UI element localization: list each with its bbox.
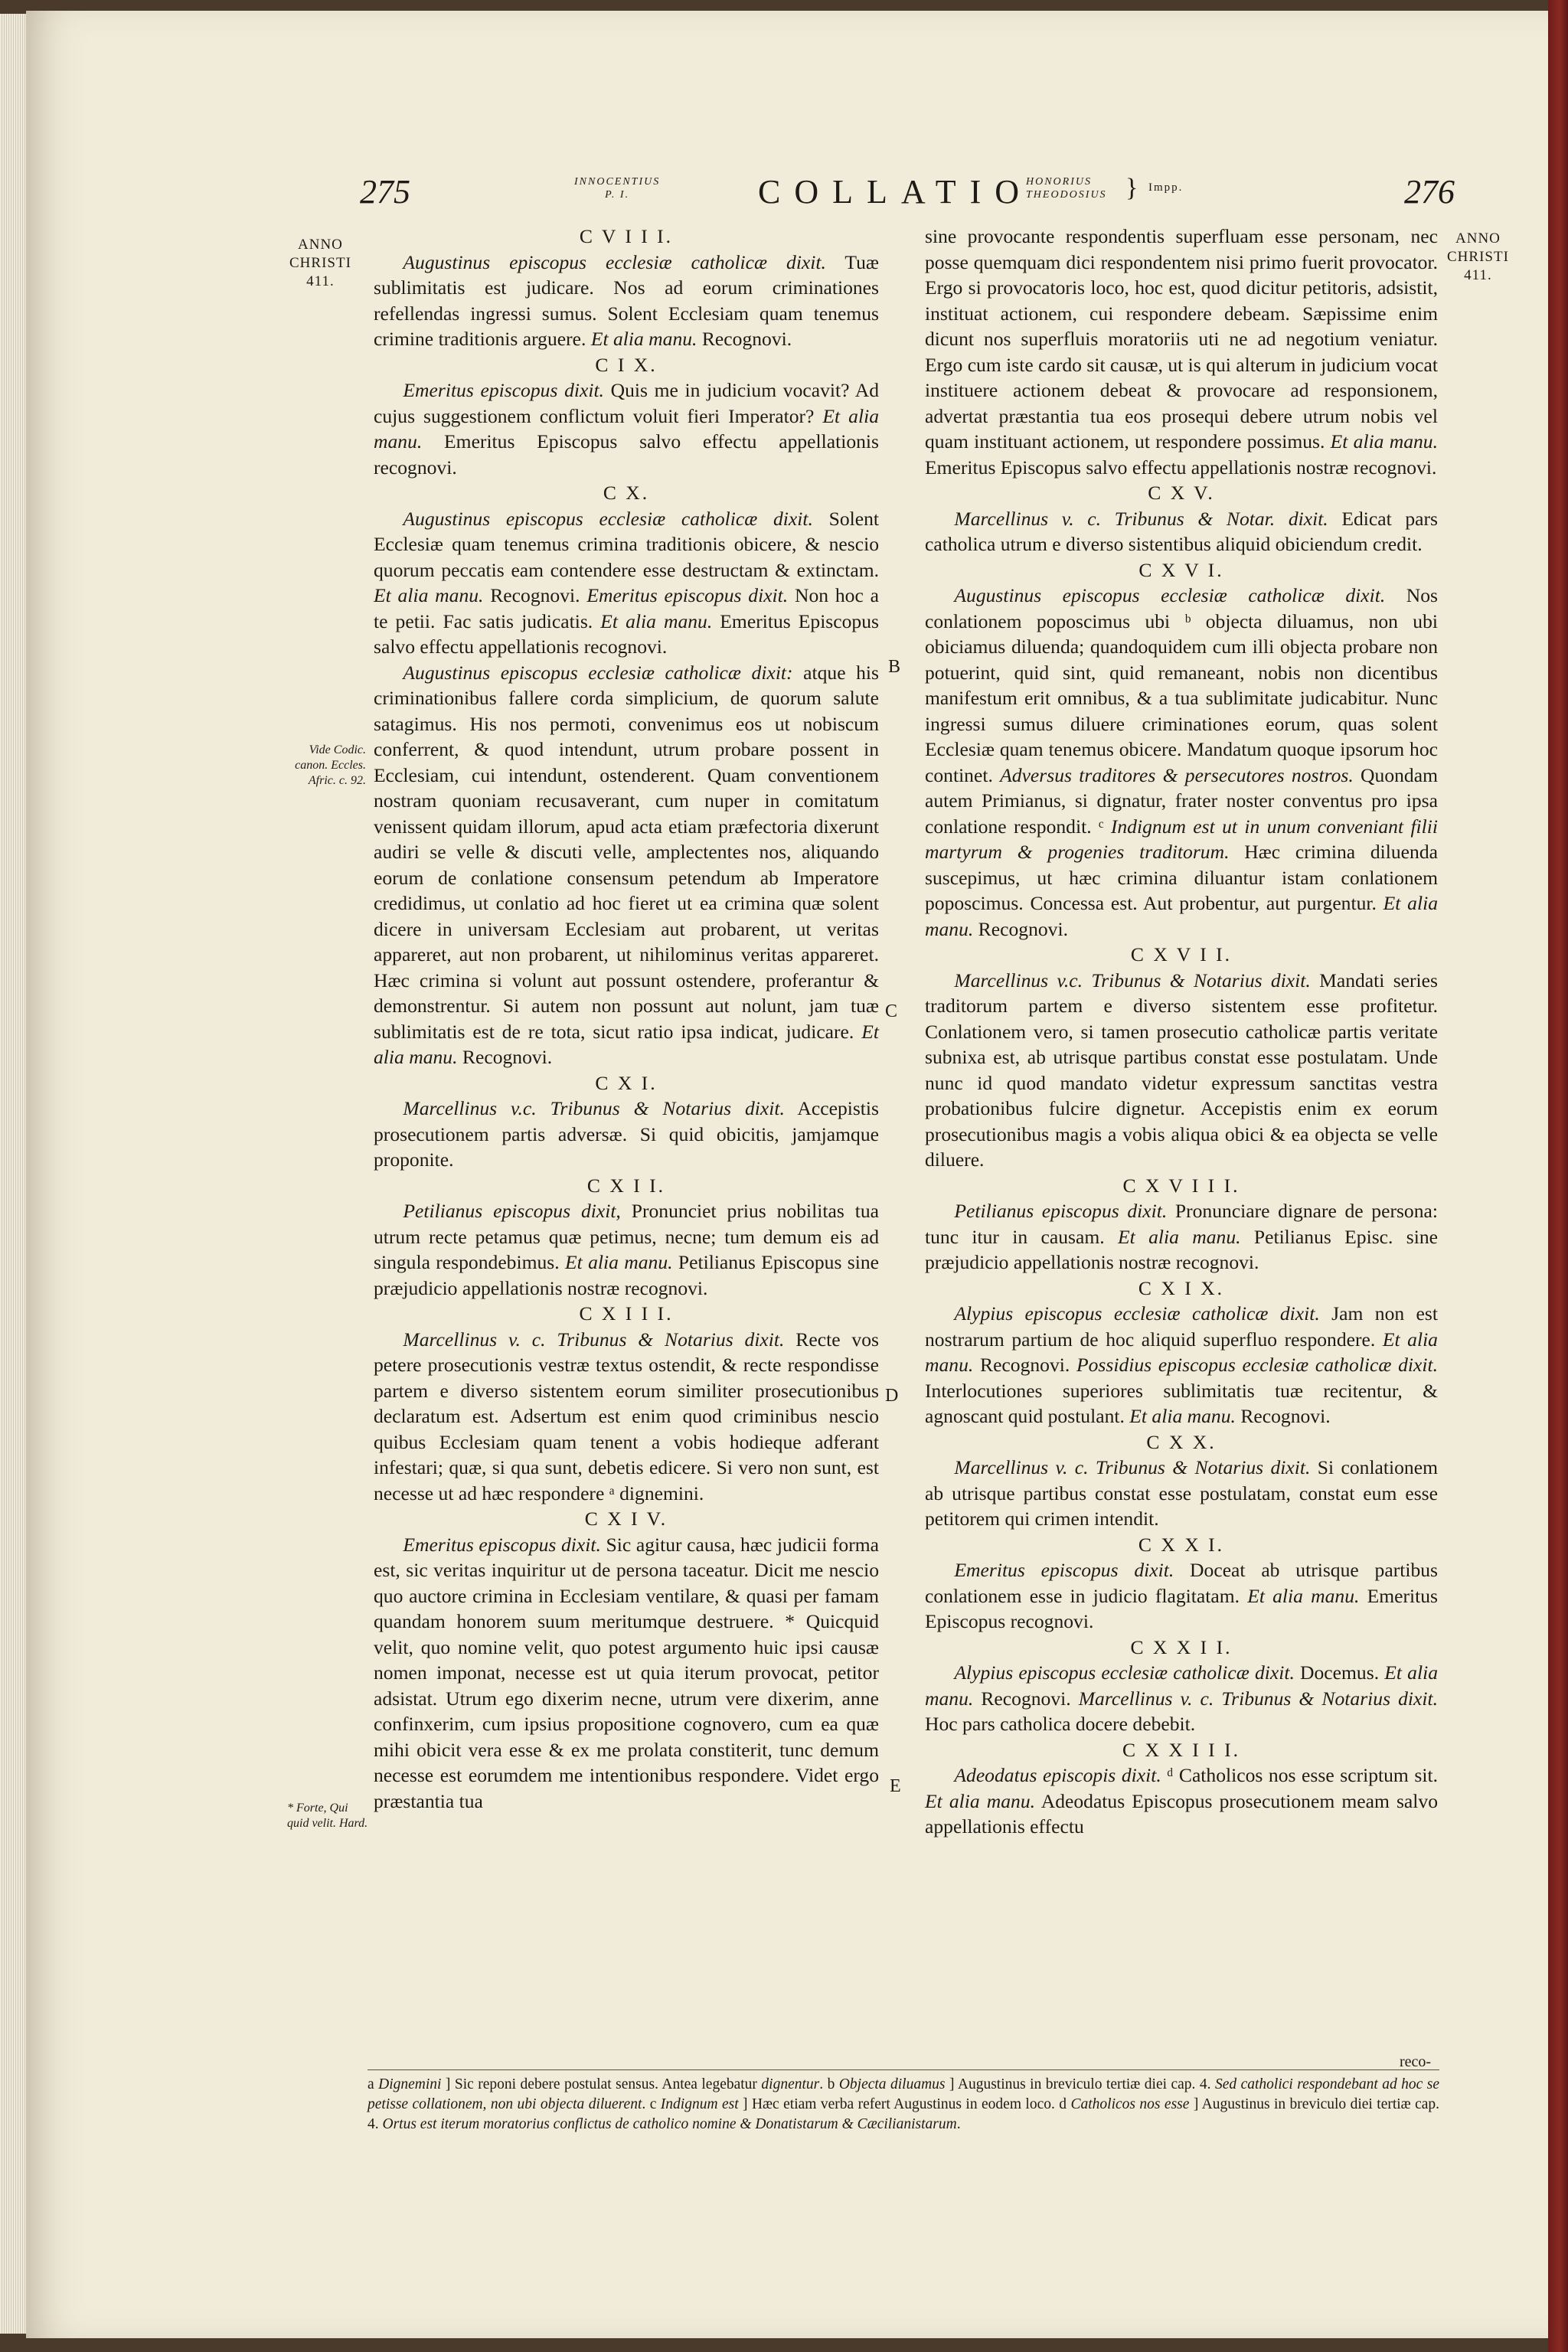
- text: ᵈ Catholicos nos esse scriptum sit.: [1161, 1764, 1438, 1786]
- speaker: Augustinus episcopus ecclesiæ catholicæ dixit.: [954, 584, 1386, 606]
- section-number: C V I I I.: [579, 225, 674, 247]
- brace-glyph: }: [1125, 174, 1138, 202]
- anno-label: ANNO: [1455, 230, 1501, 247]
- speaker: Augustinus episcopus ecclesiæ catholicæ dixit:: [403, 661, 793, 684]
- section-number: C I X.: [595, 353, 658, 376]
- text: Si conlationem ab utrisque partibus constat esse postulatam, constat eum esse petitorem qui crimen intendit.: [925, 1456, 1438, 1530]
- running-head-emperors: [1026, 175, 1107, 201]
- paragraph: [925, 1455, 1438, 1532]
- text: Doceat ab utrisque partibus conlationem esse in judicio flagitatam.: [925, 1559, 1438, 1607]
- alia-manu: Et alia manu.: [1129, 1405, 1236, 1427]
- quotation: Adversus traditores & persecutores nostros.: [1000, 763, 1354, 786]
- margin-year-left: [289, 236, 351, 291]
- text: Accepistis prosecutionem partis adversæ. Si quid obicitis, jamjamque proponite.: [374, 1097, 879, 1171]
- section-number: C X X I I.: [1130, 1635, 1233, 1658]
- footnotes: [368, 2075, 1439, 2135]
- text: Mandati series traditorum partem e diverso sistentem esse profitetur. Conlationem vero, si tamen prosecutio catholicæ partis veritate subnixa est, ab utrisque partibus constat esse postulatam. Unde nunc id quod mandato videtur expressum sanctitas vestra probationibus fulcire dignetur. Accepistis enim ex eorum prosecutionibus magis a vobis aliqua obici & ea objecta se velle diluere.: [925, 969, 1438, 1171]
- section-number: C X I V.: [584, 1508, 668, 1530]
- alia-manu: Et alia manu.: [1247, 1584, 1360, 1607]
- running-head-title: COLLATIO: [758, 173, 1034, 211]
- alia-manu: Et alia manu.: [925, 892, 1438, 940]
- paragraph: [925, 224, 1438, 480]
- christi-label: CHRISTI: [289, 255, 351, 271]
- text: Adeodatus Episcopus prosecutionem meam salvo appellationis effectu: [925, 1789, 1438, 1838]
- text: Nos conlationem poposcimus ubi ᵇ objecta diluamus, non ubi obiciamus diluenda; quandoquidem cum illi objecta probare non potuerint, quid sint, quid remaneant, nobis non dicentibus manifestum erit omnibus, & a tua sublimitate judicabitur. Nunc ingressi sumus diluere criminationes eorum, quas solent Ecclesiæ quam tenemus obicere. Mandatum quoque ipsorum hoc continet.: [925, 584, 1439, 786]
- text: Petilianus Episc. sine præjudicio appellationis nostræ recognovi.: [925, 1225, 1438, 1273]
- speaker: Marcellinus v.c. Tribunus & Notarius dixit.: [403, 1097, 785, 1119]
- section-number: C X.: [603, 482, 650, 504]
- text: Hæc crimina diluenda suscepimus, ut hæc crimina diluantur istam conlationem poposcimus. Concessa est. Aut probentur, aut purgentur.: [925, 841, 1438, 914]
- text: Quis me in judicium vocavit? Ad cujus suggestionem conflictum voluit fieri Imperator?: [374, 379, 879, 427]
- christi-label: CHRISTI: [1447, 249, 1509, 265]
- section-number: C X X I.: [1138, 1533, 1225, 1556]
- section-letter-e: E: [890, 1776, 901, 1796]
- pope-number: P. I.: [605, 189, 630, 201]
- section-number: C X I I I.: [579, 1302, 674, 1325]
- right-column: [925, 224, 1438, 1840]
- text: Recognovi.: [1235, 1405, 1331, 1427]
- section-letter-d: D: [885, 1386, 899, 1406]
- speaker: Emeritus episcopus dixit.: [403, 1533, 601, 1556]
- text: Recognovi.: [697, 328, 792, 350]
- footnote-rule: [368, 2069, 1439, 2070]
- footnote-quote: Ortus est iterum moratorius conflictus de catholico nomine & Donatistarum & Cæcilianistarum: [382, 2116, 957, 2132]
- paragraph: [374, 1532, 879, 1815]
- speaker: Emeritus episcopus dixit.: [403, 379, 604, 401]
- alia-manu: Et alia manu.: [925, 1789, 1036, 1812]
- text: Recte vos petere prosecutionis vestræ textus ostendit, & recte respondisse partem e diverso sistentem eorum similiter prosecutionibus declaratum est. Adsertum est enim quod criminibus nescio quibus Ecclesiam quam tenent a vobis hodieque adferant infestari; quæ, si qua sunt, debetis edicere. Si vero non sunt, est necesse ut ad hæc respondere ᵃ dignemini.: [374, 1328, 879, 1504]
- text: Emeritus Episcopus recognovi.: [925, 1584, 1438, 1632]
- footnote-text: ] Sic reponi debere postulat sensus. Antea legebatur: [441, 2076, 762, 2092]
- alia-manu: Et alia manu.: [590, 328, 697, 350]
- text: Non hoc a te petii. Fac satis judicatis.: [374, 584, 879, 632]
- running-head: [360, 172, 1455, 218]
- section-number: C X I.: [595, 1071, 658, 1094]
- catchword: reco-: [1400, 2053, 1432, 2070]
- section-number: C X I X.: [1138, 1276, 1225, 1299]
- text: Hoc pars catholica docere debebit.: [925, 1713, 1196, 1735]
- paragraph: [374, 250, 879, 352]
- footnote-text: .: [819, 2076, 828, 2092]
- text: Recognovi.: [457, 1046, 553, 1068]
- margin-note-vide: Vide Codic. canon. Eccles. Afric. c. 92.: [295, 743, 366, 787]
- paragraph: [925, 1660, 1438, 1737]
- text: Docemus.: [1294, 1661, 1385, 1684]
- paragraph: [374, 1096, 879, 1173]
- paragraph: [374, 377, 879, 480]
- section-number: C X I I.: [586, 1174, 666, 1197]
- text: Interlocutiones superiores sublimitatis tuæ recitentur, & agnoscant quid postulant.: [925, 1379, 1438, 1427]
- text: Jam non est nostrarum partium de hoc aliquid superfluo respondere.: [925, 1302, 1438, 1351]
- section-letter-b: B: [888, 657, 901, 677]
- paragraph: [925, 583, 1438, 942]
- emperor-name-2: THEODOSIUS: [1026, 189, 1107, 201]
- footnote-quote: Sed catholici respondebant ad hoc se petisse collationem, non ubi objecta diluerent: [368, 2076, 1440, 2112]
- footnote-text: ] Augustinus in breviculo tertiæ diei cap. 4.: [945, 2076, 1215, 2092]
- margin-year-right: [1447, 230, 1509, 285]
- anno-label: ANNO: [298, 237, 343, 253]
- footnote-lemma: Objecta diluamus: [838, 2076, 946, 2092]
- paragraph: [374, 660, 879, 1070]
- speaker: Emeritus episcopus dixit.: [586, 584, 789, 606]
- paragraph: [374, 1327, 879, 1507]
- paragraph: [925, 968, 1438, 1173]
- text: Recognovi.: [483, 584, 587, 606]
- section-letter-c: C: [885, 1001, 898, 1021]
- speaker: Emeritus episcopus dixit.: [954, 1559, 1174, 1581]
- emperor-name-1: HONORIUS: [1026, 176, 1092, 188]
- speaker: Marcellinus v. c. Tribunus & Notarius dixit.: [954, 1456, 1311, 1478]
- speaker: Petilianus episcopus dixit.: [954, 1200, 1168, 1222]
- text: Emeritus Episcopus salvo effectu appellationis recognovi.: [374, 609, 879, 658]
- speaker: Possidius episcopus ecclesiæ catholicæ dixit.: [1076, 1354, 1438, 1376]
- alia-manu: Et alia manu.: [565, 1251, 673, 1273]
- speaker: Alypius episcopus ecclesiæ catholicæ dixit.: [954, 1302, 1320, 1325]
- paragraph: [925, 1557, 1438, 1635]
- footnote-text: .: [956, 2116, 961, 2132]
- section-number: C X V I I I.: [1122, 1174, 1240, 1197]
- paragraph: [925, 1301, 1438, 1429]
- footnote-lemma: Dignemini: [378, 2076, 442, 2092]
- footnote-lemma: Indignum est: [660, 2096, 739, 2112]
- alia-manu: Et alia manu.: [600, 609, 713, 632]
- footnote-lemma: Catholicos nos esse: [1070, 2096, 1190, 2112]
- footnote-mark: c: [649, 2096, 661, 2112]
- alia-manu: Et alia manu.: [1330, 430, 1438, 452]
- section-number: C X X I I I.: [1122, 1738, 1240, 1761]
- section-number: C X V I I.: [1130, 943, 1233, 965]
- year-label: 411.: [306, 273, 335, 289]
- section-number: C X X.: [1146, 1430, 1217, 1453]
- footnote-reading: dignentur: [761, 2076, 820, 2092]
- footnote-mark: b: [827, 2076, 839, 2092]
- paragraph: [925, 506, 1438, 557]
- alia-manu: Et alia manu.: [925, 1661, 1438, 1710]
- text: Edicat pars catholica utrum e diverso sistentibus aliquid obiciendum credit.: [925, 507, 1438, 555]
- footnote-text: .: [642, 2096, 650, 2112]
- page-number-right: 276: [1404, 173, 1455, 211]
- paragraph: [925, 1198, 1438, 1276]
- paragraph: [925, 1762, 1438, 1840]
- speaker: Adeodatus episcopis dixit.: [954, 1764, 1161, 1786]
- footnote-text: ] Hæc etiam verba refert Augustinus in eodem loco.: [738, 2096, 1060, 2112]
- speaker: Augustinus episcopus ecclesiæ catholicæ dixit.: [403, 250, 826, 273]
- text: Quondam autem Primianus, si dignatur, frater noster conventus pro ipsa conlatione respondit. ᶜ: [925, 763, 1438, 838]
- running-head-pope: [574, 175, 660, 201]
- pope-name: INNOCENTIUS: [574, 176, 661, 188]
- text: Sic agitur causa, hæc judicii forma est, sic veritas inquiritur ut de persona taceatur. Dicit me nescio quo auctore crimina in Ecclesiam ventilare, & quasi per famam quandam honorem suum meritumque destruere. * Quicquid velit, quo nomine velit, quo potest argumento huic ipsi causæ nomen imponat, necesse est ut quia iterum provocat, petitor adsistat. Utrum ego dixerim necne, utrum vere dixerim, anne confinxerim, cum ipsius propositione cognovero, cum ea quæ mihi obicit vera esse & ex me prolata constiterit, tunc demum necesse est eorumdem me intentionibus respondere. Videt ergo præstantia tua: [374, 1533, 879, 1812]
- text: Recognovi.: [973, 917, 1068, 940]
- paragraph: [374, 506, 879, 660]
- page-number-left: 275: [360, 173, 410, 211]
- footnote-mark: d: [1059, 2096, 1071, 2112]
- alia-manu: Et alia manu.: [374, 584, 484, 606]
- text: sine provocante respondentis superfluam esse personam, nec posse quemquam dici respondentem nisi primo fuerit provocator. Ergo si provocatoris loco, hoc est, quod dicitur petitoris, adsistit, instituat actionem, cui respondere debeam. Sæpissime enim dicunt nos superfluis moratoriis uti ne ad negotium veniatur. Ergo cum iste cardo sit causæ, ut is qui alterum in judicium vocat instituere actionem debeat & provocare ad responsionem, advertat præstantia tua eos prosequi debere utrum nobis vel quam instituant actionem, ut respondere possimus.: [925, 225, 1438, 452]
- text: Emeritus Episcopus salvo effectu appellationis nostræ recognovi.: [925, 456, 1437, 479]
- book-cover-edge: [1548, 0, 1568, 2352]
- speaker: Petilianus episcopus dixit,: [403, 1200, 621, 1222]
- alia-manu: Et alia manu.: [374, 404, 879, 452]
- text: atque his criminationibus fallere corda simplicium, de quorum salute satagimus. His nos permoti, convenimus eos ut nobiscum conferrent, & quod intendunt, utrum probare possent in Ecclesiam, cui intendunt, ostenderent. Quam conventionem nostram quoniam recusaverant, cum nuper in comitatum venissent quidam illorum, apud acta etiam præfectoria dixerunt audiri se velle & discuti velle, amplectentes nos, aliquando eorum de conlatione consensum petendum ab Imperatore credidimus, ut conlatio ad hoc fieret ut ea crimina quæ solent dicere in universam Ecclesiam aut probarent, ut veritas appareret, aut non probarent, ut nihilominus veritas appareret. Hæc crimina si volunt aut possunt ostendere, proferantur & demonstrentur. Si autem non possunt aut nolunt, jam tuæ sublimitatis est de re tota, sicut ratio ipsa indicat, judicare.: [374, 661, 880, 1043]
- text: Pronunciet prius nobilitas tua utrum recte petamus quæ petimus, necne; tum demum eis ad singula respondebimus.: [374, 1200, 879, 1273]
- alia-manu: Et alia manu.: [374, 1020, 879, 1068]
- alia-manu: Et alia manu.: [1118, 1225, 1241, 1248]
- text: Emeritus Episcopus salvo effectu appellationis recognovi.: [374, 430, 879, 479]
- text: Recognovi.: [973, 1687, 1079, 1710]
- footnote-mark: a: [368, 2076, 379, 2092]
- text: Solent Ecclesiæ quam tenemus crimina traditionis obicere, & nescio quorum peccatis eam contendere esse destructam & extinctam.: [374, 507, 879, 581]
- paragraph: [374, 1198, 879, 1301]
- text: Tuæ sublimitatis est judicare. Nos ad eorum criminationes refellendas ingressi sumus. Solent Ecclesiam quam tenemus crimine traditionis arguere.: [374, 250, 879, 350]
- text: Petilianus Episcopus sine præjudicio appellationis nostræ recognovi.: [374, 1251, 879, 1299]
- speaker: Marcellinus v.c. Tribunus & Notarius dixit.: [954, 969, 1311, 991]
- speaker: Marcellinus v. c. Tribunus & Notarius dixit.: [403, 1328, 785, 1351]
- year-label: 411.: [1464, 267, 1492, 283]
- speaker: Alypius episcopus ecclesiæ catholicæ dixit.: [954, 1661, 1295, 1684]
- left-column: [374, 224, 879, 1814]
- speaker: Marcellinus v. c. Tribunus & Notarius dixit.: [1078, 1687, 1438, 1710]
- speaker: Augustinus episcopus ecclesiæ catholicæ dixit.: [403, 507, 813, 530]
- section-number: C X V.: [1148, 482, 1215, 504]
- margin-note-forte: * Forte, Qui quid velit. Hard.: [287, 1802, 368, 1830]
- imperatores-label: Impp.: [1148, 181, 1184, 194]
- footnote-text: ] Augustinus in breviculo diei tertiæ cap. 4.: [368, 2096, 1440, 2132]
- section-number: C X V I.: [1138, 558, 1224, 581]
- alia-manu: Et alia manu.: [925, 1328, 1438, 1376]
- text: Pronunciare dignare de persona: tunc itur in causam.: [925, 1200, 1438, 1248]
- speaker: Marcellinus v. c. Tribunus & Notar. dixit.: [954, 507, 1328, 530]
- text: Recognovi.: [973, 1354, 1076, 1376]
- quotation: Indignum est ut in unum conveniant filii martyrum & progenies traditorum.: [925, 815, 1438, 863]
